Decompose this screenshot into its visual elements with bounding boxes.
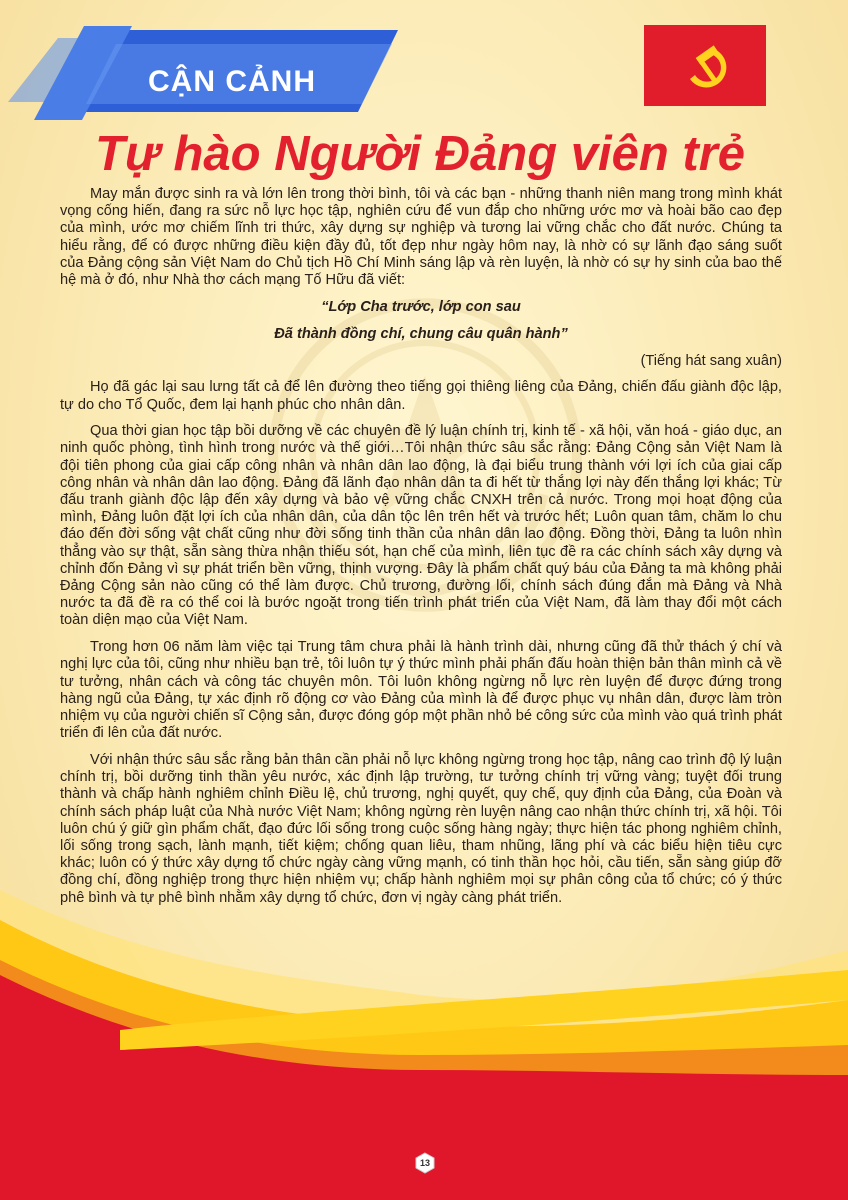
party-flag [644, 25, 766, 106]
section-label: CẬN CẢNH [148, 65, 316, 98]
poem-line: Đã thành đồng chí, chung câu quân hành” [274, 325, 568, 342]
page-number-badge [414, 1152, 436, 1174]
paragraph: Họ đã gác lại sau lưng tất cả để lên đường theo tiếng gọi thiêng liêng của Đảng, chiến đấu giành độc lập, tự do cho Tổ Quốc, đem lại hạnh phúc cho nhân dân. [60, 379, 782, 413]
hammer-sickle-icon [680, 41, 732, 93]
bottom-decorative-waves [0, 850, 848, 1200]
article-body [60, 186, 782, 916]
poem-line: “Lớp Cha trước, lớp con sau [321, 298, 521, 315]
poem-source: (Tiếng hát sang xuân) [640, 353, 782, 370]
paragraph: Trong hơn 06 năm làm việc tại Trung tâm chưa phải là hành trình dài, nhưng cũng đã thử thách ý chí và nghị lực của tôi, cũng như nhiều bạn trẻ, tôi luôn tự ý thức mình phải phấn đấu hoàn thiện bản thân mình cả về tư tưởng, nhân cách và công tác chuyên môn. Tôi luôn không ngừng nỗ lực rèn luyện để được đứng trong hàng ngũ của Đảng, tự xác định rõ động cơ vào Đảng của mình là để được phục vụ nhân dân, được làm tròn nhiệm vụ của người chiến sĩ Cộng sản, được đóng góp một phần nhỏ bé công sức của mình vào quá trình phát triển đi lên của đất nước. [60, 639, 782, 742]
paragraph: Qua thời gian học tập bồi dưỡng về các chuyên đề lý luận chính trị, kinh tế - xã hội, văn hoá - giáo dục, an ninh quốc phòng, tình hình trong nước và thế giới…Tôi nhận thức sâu sắc rằng: Đảng Cộng sản Việt Nam là đội tiên phong của giai cấp công nhân và nhân dân lao động, là đại biểu trung thành với lợi ích của giai cấp công nhân và nhân dân lao động. Đảng đã lãnh đạo nhân dân ta đi hết từ thắng lợi này đến thắng lợi khác; Từ đấu tranh giành độc lập đến xây dựng và bảo vệ vững chắc CNXH trên cả nước. Trong mọi hoạt động của mình, Đảng luôn đặt lợi ích của nhân dân, của dân tộc lên trên hết và trước hết; Luôn quan tâm, chăm lo chu đáo đến đời sống vật chất cũng như đời sống tinh thần của nhân dân lao động. Đồng thời, Đảng ta luôn nhìn thẳng vào sự thật, sẵn sàng thừa nhận thiếu sót, hạn chế của mình, liên tục đề ra các chính sách xây dựng và chỉnh đốn Đảng vì sự phát triển bền vững, thịnh vượng. Đây là phẩm chất quý báu của Đảng ta mà không phải Đảng Cộng sản nào cũng có thể làm được. Chủ trương, đường lối, chính sách đúng đắn mà Đảng và Nhà nước ta đã đề ra có thể coi là bước ngoặt trong tiến trình phát triển của Việt Nam, đã làm thay đổi một cách toàn diện mạo của Việt Nam. [60, 423, 782, 629]
paragraph: Với nhận thức sâu sắc rằng bản thân cần phải nỗ lực không ngừng trong học tập, nâng cao trình độ lý luận chính trị, bồi dưỡng tinh thần yêu nước, xác định lập trường, tư tưởng chính trị vững vàng; tuyệt đối trung thành và chấp hành nghiêm chỉnh Điều lệ, chủ trương, nghị quyết, quy chế, quy định của Đảng, của Đoàn và chính sách pháp luật của Nhà nước Việt Nam; không ngừng rèn luyện nâng cao nhận thức chính trị, xã hội. Tôi luôn chú ý giữ gìn phẩm chất, đạo đức lối sống trong cuộc sống hàng ngày; thực hiện tác phong nghiêm chỉnh, lối sống trong sạch, lành mạnh, tiết kiệm; chống quan liêu, tham nhũng, lãng phí và các biểu hiện tiêu cực khác; luôn có ý thức xây dựng tổ chức ngày càng vững mạnh, có tinh thần học hỏi, cầu tiến, sẵn sàng giúp đỡ đồng chí, đồng nghiệp trong thực hiện nhiệm vụ; chấp hành nghiêm mọi sự phân công của tổ chức; có ý thức phê bình và tự phê bình nhằm xây dựng tổ chức, đơn vị ngày càng phát triển. [60, 751, 783, 906]
article-title: Tự hào Người Đảng viên trẻ [94, 127, 746, 181]
page-number: 13 [419, 1158, 430, 1168]
paragraph-intro: May mắn được sinh ra và lớn lên trong thời bình, tôi và các bạn - những thanh niên mang trong mình khát vọng cống hiến, đang ra sức nỗ lực học tập, nghiên cứu để vun đắp cho những ước mơ và hoài bão cao đẹp của mình, ước mơ chiếm lĩnh tri thức, xây dựng sự nghiệp và tương lai vững chắc cho đất nước. Chúng ta hiểu rằng, để có được những điều kiện đầy đủ, tốt đẹp như ngày hôm nay, là nhờ có sự lãnh đạo sáng suốt của Đảng cộng sản Việt Nam do Chủ tịch Hồ Chí Minh sáng lập và rèn luyện, là nhờ có sự hy sinh của bao thế hệ mà ở đó, như Nhà thơ cách mạng Tố Hữu đã viết: [60, 186, 782, 289]
